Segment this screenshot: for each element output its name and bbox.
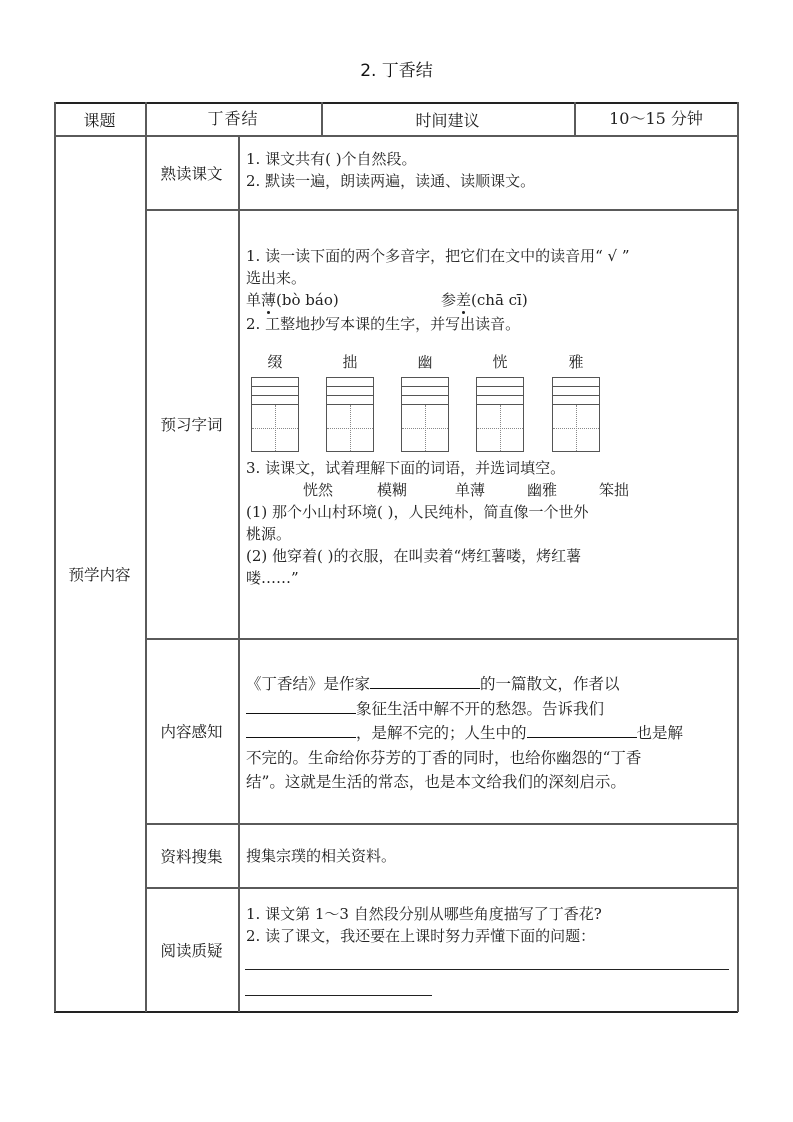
yuxi-q1-line-2: 选出来。	[246, 269, 307, 287]
section-content-shudu	[246, 148, 731, 192]
writing-grid[interactable]	[326, 377, 374, 452]
section-label-yuedu: 阅读质疑	[160, 941, 223, 960]
section-content-neirong	[246, 672, 736, 795]
topic-value: 丁香结	[207, 109, 259, 128]
section-group-label: 预学内容	[68, 566, 131, 584]
section-label-ziliao: 资料搜集	[160, 847, 223, 866]
table-border-right	[737, 102, 739, 1012]
time-label: 时间建议	[415, 110, 480, 130]
writing-grid[interactable]	[552, 377, 600, 452]
neirong-text: 也是解	[636, 724, 684, 742]
polyphone-2	[441, 289, 528, 311]
fill-blank-author[interactable]	[370, 674, 480, 689]
fill-blank-1[interactable]	[246, 723, 356, 738]
shudu-line-1: 1. 课文共有( )个自然段。	[246, 150, 417, 168]
polyphone-row	[246, 289, 736, 311]
section-content-yuedu	[246, 903, 731, 947]
word-bank-item: 笨拙	[599, 481, 630, 499]
section-content-yuxi	[246, 245, 736, 335]
shudu-line-2: 2. 默读一遍，朗读两遍，读通、读顺课文。	[246, 172, 536, 190]
polyphone-1-char: 薄	[261, 291, 277, 309]
table-border-bottom	[54, 1011, 738, 1013]
polyphone-2-char: 差	[456, 291, 472, 309]
neirong-line-2	[246, 697, 736, 722]
section-label-yuxi: 预习字词	[160, 416, 223, 434]
word-bank-item: 模糊	[377, 481, 408, 499]
polyphone-2-pinyin[interactable]: (chā cī)	[471, 291, 528, 309]
fill-blank-symbol[interactable]	[246, 699, 356, 714]
section-label-neirong: 内容感知	[160, 723, 223, 741]
neirong-line-5: 结”。这就是生活的常态，也是本文给我们的深刻启示。	[246, 773, 626, 791]
polyphone-1	[246, 289, 339, 311]
word-bank	[246, 479, 736, 501]
yuxi-q1-line-1: 1. 读一读下面的两个多音字，把它们在文中的读音用“ √ ”	[246, 247, 630, 265]
yuedu-q2: 2. 读了课文，我还要在上课时努力弄懂下面的问题：	[246, 927, 596, 945]
yuedu-q1: 1. 课文第 1～3 自然段分别从哪些角度描写了丁香花?	[246, 905, 602, 923]
section-content-ziliao	[246, 845, 731, 867]
answer-line-1[interactable]	[245, 969, 729, 970]
word-bank-item: 单薄	[455, 481, 486, 499]
practice-char: 恍	[492, 353, 508, 371]
sentence-2-line-2: 喽……”	[246, 569, 299, 587]
neirong-line-4: 不完的。生命给你芬芳的丁香的同时，也给你幽怨的“丁香	[246, 748, 642, 767]
word-bank-item: 幽雅	[527, 481, 558, 499]
answer-line-2[interactable]	[245, 995, 432, 996]
writing-grid[interactable]	[401, 377, 449, 452]
preview-table	[54, 102, 738, 1012]
ziliao-text: 搜集宗璞的相关资料。	[246, 847, 397, 865]
document-title: 2. 丁香结	[360, 61, 433, 81]
writing-grid[interactable]	[476, 377, 524, 452]
polyphone-2-prefix: 参	[441, 291, 457, 309]
neirong-text: 《丁香结》是作家	[246, 675, 371, 693]
fill-blank-2[interactable]	[527, 723, 637, 738]
neirong-text: 象征生活中解不开的愁怨。告诉我们	[356, 699, 605, 718]
time-value: 10～15 分钟	[609, 109, 703, 128]
neirong-text: 的一篇散文，作者以	[480, 675, 620, 693]
yuxi-q3: 3. 读课文，试着理解下面的词语，并选词填空。	[246, 459, 566, 477]
sentence-1-line-2: 桃源。	[246, 525, 292, 543]
yuxi-q2: 2. 工整地抄写本课的生字，并写出读音。	[246, 315, 521, 333]
practice-char: 雅	[568, 353, 584, 371]
practice-char: 拙	[342, 353, 358, 371]
section-content-yuxi-q3	[246, 457, 736, 589]
polyphone-1-pinyin[interactable]: (bò báo)	[276, 291, 339, 309]
neirong-line-3	[246, 721, 736, 746]
neirong-line-1	[246, 672, 736, 697]
practice-char: 幽	[417, 353, 433, 371]
sentence-2-line-1: (2) 他穿着( )的衣服，在叫卖着“烤红薯喽，烤红薯	[246, 547, 582, 565]
neirong-text: ，是解不完的；人生中的	[356, 724, 527, 742]
topic-label: 课题	[83, 110, 116, 130]
sentence-1-line-1: (1) 那个小山村环境( )，人民纯朴，简直像一个世外	[246, 503, 589, 521]
col-divider	[238, 135, 240, 1012]
section-label-shudu: 熟读课文	[160, 164, 223, 183]
word-bank-item: 恍然	[303, 481, 334, 499]
practice-char: 缀	[267, 353, 283, 371]
writing-grid[interactable]	[251, 377, 299, 452]
polyphone-1-prefix: 单	[246, 291, 262, 309]
